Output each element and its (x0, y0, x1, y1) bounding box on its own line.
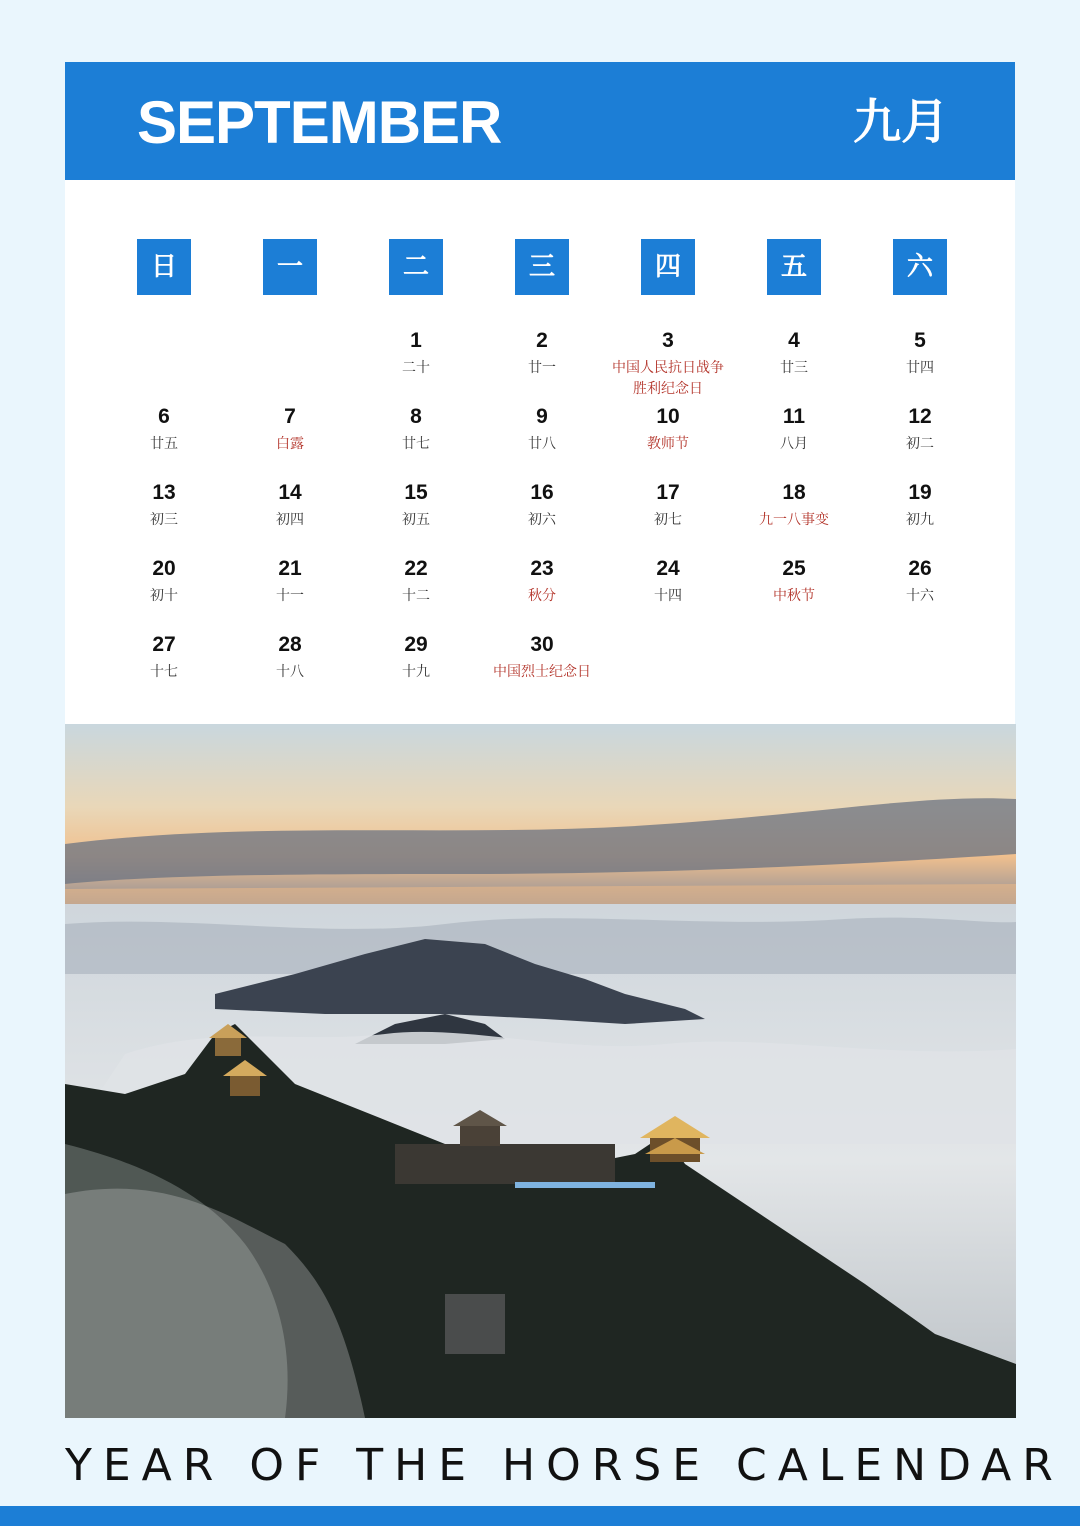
day-number: 26 (908, 557, 932, 580)
weekday-thu: 四 (641, 239, 695, 295)
month-title-en: SEPTEMBER (137, 89, 502, 156)
day-cell[interactable] (346, 556, 486, 607)
day-cell[interactable] (724, 328, 864, 379)
day-cell[interactable] (472, 632, 612, 683)
day-cell[interactable] (94, 480, 234, 531)
day-number: 6 (158, 405, 170, 428)
day-cell[interactable] (598, 404, 738, 455)
lunar-label: 八月 (780, 436, 808, 452)
day-cell[interactable] (472, 328, 612, 379)
day-cell[interactable] (724, 480, 864, 531)
day-number: 10 (656, 405, 680, 428)
day-number: 5 (914, 329, 926, 352)
day-cell[interactable] (220, 556, 360, 607)
lunar-label: 初三 (150, 512, 178, 528)
weekday-mon: 一 (263, 239, 317, 295)
day-cell[interactable] (94, 404, 234, 455)
day-cell[interactable] (346, 632, 486, 683)
lunar-label: 廿三 (780, 360, 808, 376)
lunar-label: 十九 (402, 664, 430, 680)
lunar-label: 初九 (906, 512, 934, 528)
day-cell[interactable] (346, 404, 486, 455)
lunar-label: 初十 (150, 588, 178, 604)
day-cell[interactable] (472, 404, 612, 455)
lunar-label: 廿八 (528, 436, 556, 452)
day-number: 15 (404, 481, 428, 504)
day-number: 25 (782, 557, 806, 580)
day-number: 9 (536, 405, 548, 428)
day-number: 13 (152, 481, 176, 504)
weekday-tue: 二 (389, 239, 443, 295)
holiday-label: 中国人民抗日战争 胜利纪念日 (612, 360, 724, 397)
day-number: 27 (152, 633, 176, 656)
holiday-label: 九一八事变 (759, 512, 829, 528)
day-cell[interactable] (598, 480, 738, 531)
day-number: 1 (410, 329, 422, 352)
day-number: 24 (656, 557, 680, 580)
lunar-label: 初六 (528, 512, 556, 528)
weekday-wed: 三 (515, 239, 569, 295)
day-number: 30 (530, 633, 554, 656)
day-cell[interactable] (346, 480, 486, 531)
footer-bar (0, 1506, 1080, 1526)
day-number: 14 (278, 481, 302, 504)
lunar-label: 十六 (906, 588, 934, 604)
day-grid (65, 62, 1015, 724)
day-number: 3 (662, 329, 674, 352)
day-cell[interactable] (346, 328, 486, 379)
day-number: 8 (410, 405, 422, 428)
day-cell[interactable] (94, 556, 234, 607)
day-number: 20 (152, 557, 176, 580)
lunar-label: 初五 (402, 512, 430, 528)
lunar-label: 初二 (906, 436, 934, 452)
weekday-sun: 日 (137, 239, 191, 295)
day-cell[interactable] (850, 328, 990, 379)
day-cell[interactable] (724, 404, 864, 455)
day-cell[interactable] (598, 328, 738, 400)
holiday-label: 中国烈士纪念日 (493, 664, 591, 680)
holiday-label: 白露 (276, 436, 304, 452)
day-cell[interactable] (850, 556, 990, 607)
holiday-label: 秋分 (528, 588, 556, 604)
lunar-label: 廿四 (906, 360, 934, 376)
landscape-photo (65, 724, 1016, 1418)
month-title-zh: 九月 (852, 94, 949, 150)
day-number: 16 (530, 481, 554, 504)
day-number: 28 (278, 633, 302, 656)
calendar-card (65, 62, 1015, 724)
day-cell[interactable] (850, 480, 990, 531)
day-number: 11 (782, 405, 806, 428)
day-cell[interactable] (472, 480, 612, 531)
day-cell[interactable] (598, 556, 738, 607)
weekday-sat: 六 (893, 239, 947, 295)
day-number: 22 (404, 557, 428, 580)
day-number: 29 (404, 633, 428, 656)
lunar-label: 廿七 (402, 436, 430, 452)
day-number: 7 (284, 405, 296, 428)
holiday-label: 中秋节 (773, 588, 815, 604)
day-cell[interactable] (850, 404, 990, 455)
lunar-label: 十二 (402, 588, 430, 604)
lunar-label: 十八 (276, 664, 304, 680)
lunar-label: 廿五 (150, 436, 178, 452)
day-cell[interactable] (94, 632, 234, 683)
day-cell[interactable] (472, 556, 612, 607)
lunar-label: 二十 (402, 360, 430, 376)
day-number: 2 (536, 329, 548, 352)
day-cell[interactable] (220, 480, 360, 531)
footer-title: YEAR OF THE HORSE CALENDAR (65, 1440, 1064, 1491)
day-number: 18 (782, 481, 806, 504)
day-number: 17 (656, 481, 680, 504)
lunar-label: 初七 (654, 512, 682, 528)
lunar-label: 十一 (276, 588, 304, 604)
holiday-label: 教师节 (647, 436, 689, 452)
day-number: 21 (278, 557, 302, 580)
day-number: 4 (788, 329, 800, 352)
day-cell[interactable] (220, 632, 360, 683)
lunar-label: 十四 (654, 588, 682, 604)
day-cell[interactable] (220, 404, 360, 455)
day-number: 23 (530, 557, 554, 580)
day-cell[interactable] (724, 556, 864, 607)
day-number: 19 (908, 481, 932, 504)
lunar-label: 初四 (276, 512, 304, 528)
weekday-fri: 五 (767, 239, 821, 295)
lunar-label: 十七 (150, 664, 178, 680)
day-number: 12 (908, 405, 932, 428)
lunar-label: 廿一 (528, 360, 556, 376)
